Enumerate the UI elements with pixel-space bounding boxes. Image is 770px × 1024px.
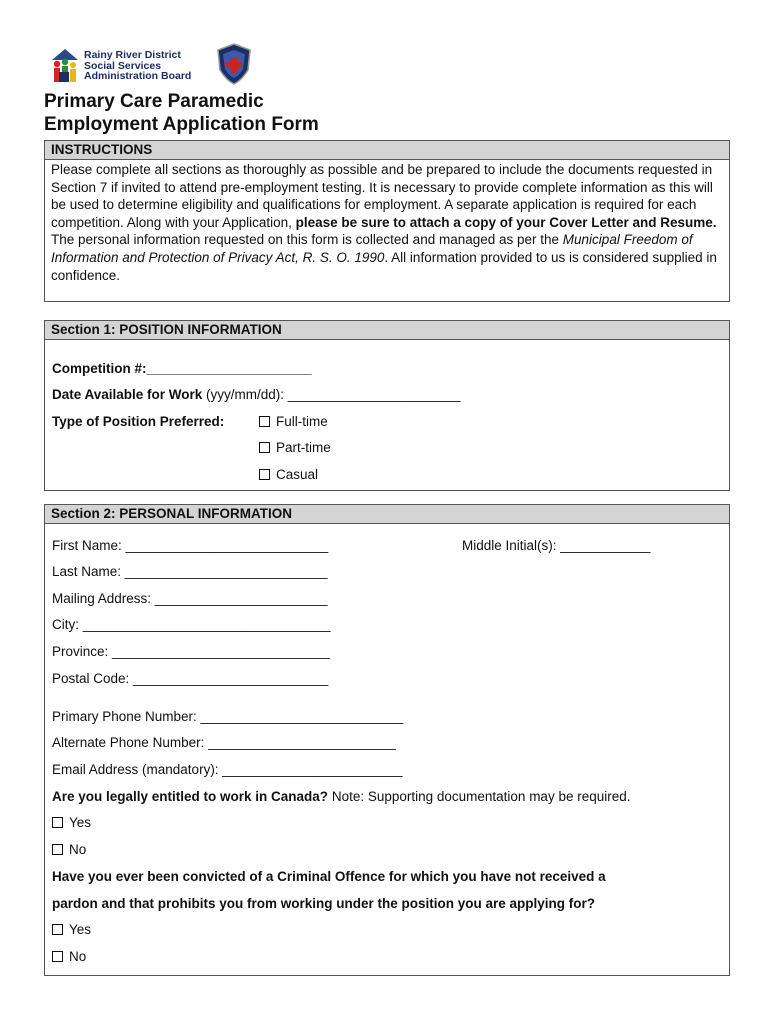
- checkbox-icon: [259, 416, 270, 427]
- instructions-box: [44, 140, 730, 302]
- family-logo-icon: [50, 46, 80, 86]
- alternate-phone-field[interactable]: Alternate Phone Number: _________________________: [52, 735, 396, 750]
- ems-badge-icon: [214, 42, 254, 86]
- date-available-field[interactable]: Date Available for Work (yyy/mm/dd): _______________________: [52, 387, 461, 402]
- org-name: Rainy River District Social Services Administration Board: [84, 49, 192, 82]
- page-title: Primary Care Paramedic Employment Application Form: [44, 91, 319, 135]
- eligibility-no-checkbox[interactable]: No: [52, 841, 86, 858]
- part-time-checkbox[interactable]: Part-time: [259, 439, 331, 456]
- eligibility-yes-checkbox[interactable]: Yes: [52, 814, 91, 831]
- checkbox-icon: [52, 844, 63, 855]
- province-field[interactable]: Province: _____________________________: [52, 644, 330, 659]
- instructions-text: Please complete all sections as thoroughly as possible and be prepared to include the documents requested in Section 7 if invited to attend pre-employment testing. It is necessary to provide complete information as this will be used to determine eligibility and qualifications for employment. A separate application is required for each competition. Along with your Application, please be sure to attach a copy of your Cover Letter and Resume. The personal information requested on this form is collected and managed as per the Municipal Freedom of Information and Protection of Privacy Act, R. S. O. 1990. All information provided to us is considered supplied in confidence.: [51, 162, 717, 283]
- instructions-heading: INSTRUCTIONS: [45, 141, 729, 160]
- checkbox-icon: [259, 442, 270, 453]
- checkbox-icon: [52, 951, 63, 962]
- offence-yes-checkbox[interactable]: Yes: [52, 921, 91, 938]
- checkbox-icon: [52, 817, 63, 828]
- mailing-address-field[interactable]: Mailing Address: _______________________: [52, 591, 328, 606]
- email-field[interactable]: Email Address (mandatory): ________________________: [52, 762, 403, 777]
- full-time-checkbox[interactable]: Full-time: [259, 413, 328, 430]
- casual-checkbox[interactable]: Casual: [259, 466, 318, 483]
- city-field[interactable]: City: _________________________________: [52, 617, 331, 632]
- section-2-personal-information: [44, 504, 730, 976]
- criminal-offence-question-line-1: Have you ever been convicted of a Criminal Offence for which you have not received a: [52, 869, 606, 884]
- middle-initial-field[interactable]: Middle Initial(s): ____________: [462, 538, 651, 553]
- offence-no-checkbox[interactable]: No: [52, 948, 86, 965]
- criminal-offence-question-line-2: pardon and that prohibits you from working under the position you are applying for?: [52, 896, 596, 911]
- header: [42, 42, 342, 90]
- position-type-label: Type of Position Preferred:: [52, 414, 225, 429]
- checkbox-icon: [259, 469, 270, 480]
- section-1-heading: Section 1: POSITION INFORMATION: [45, 321, 729, 340]
- work-eligibility-question: Are you legally entitled to work in Canada? Note: Supporting documentation may be required.: [52, 789, 631, 804]
- section-1-position-information: [44, 320, 730, 491]
- last-name-field[interactable]: Last Name: ___________________________: [52, 564, 328, 579]
- section-2-heading: Section 2: PERSONAL INFORMATION: [45, 505, 729, 524]
- checkbox-icon: [52, 924, 63, 935]
- competition-field[interactable]: Competition #:______________________: [52, 361, 312, 376]
- first-name-field[interactable]: First Name: ___________________________: [52, 538, 329, 553]
- postal-code-field[interactable]: Postal Code: __________________________: [52, 671, 329, 686]
- primary-phone-field[interactable]: Primary Phone Number: ___________________________: [52, 709, 404, 724]
